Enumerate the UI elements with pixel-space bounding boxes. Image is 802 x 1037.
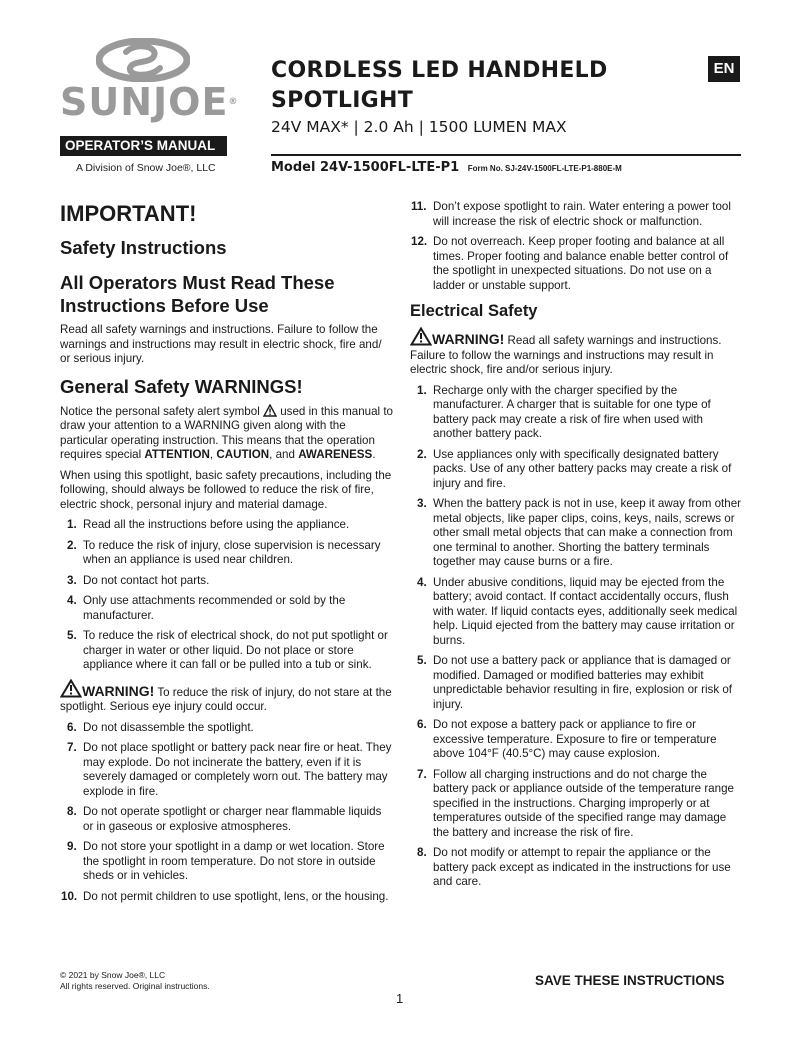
left-column	[60, 200, 393, 910]
operators-manual-label: OPERATOR’S MANUAL	[60, 136, 227, 156]
intro-paragraph: Read all safety warnings and instructions. Failure to follow the warnings and instructions may result in electric shock, fire and/ or serious injury.	[60, 323, 382, 365]
list-item-number: 1.	[67, 518, 77, 531]
warning-triangle-icon	[263, 404, 277, 417]
list-item	[410, 497, 742, 570]
alert-symbol-paragraph: Notice the personal safety alert symbol used in this manual to draw your attention to a WARNING given along with the particular operating instruction. This means that the operation requires special ATTENTION, CAUTION, and AWARENESS.	[60, 404, 394, 461]
list-item-number: 6.	[417, 718, 427, 731]
list-item	[60, 805, 393, 834]
form-number: Form No. SJ-24V-1500FL-LTE-P1-880E-M	[467, 164, 622, 173]
general-safety-heading: General Safety WARNINGS!	[60, 375, 303, 397]
list-item-text: To reduce the risk of injury, close supervision is necessary when an appliance is used near children.	[83, 538, 381, 566]
division-text: A Division of Snow Joe®, LLC	[76, 162, 216, 174]
list-item	[60, 721, 393, 736]
page-number: 1	[396, 991, 404, 1006]
list-item-text: Do not use a battery pack or appliance that is damaged or modified. Damaged or modified batteries may exhibit unpredictable behavior resulting in fire, explosion or risk of injury.	[433, 654, 733, 711]
list-item	[410, 846, 742, 890]
list-item-text: Under abusive conditions, liquid may be ejected from the battery; avoid contact. If contact accidentally occurs, flush with water. If liquid contacts eyes, additionally seek medical help. Liquid ejected from the battery may cause irritation or burns.	[433, 575, 738, 647]
list-item-text: Do not place spotlight or battery pack near fire or heat. They may explode. Do not incinerate the battery, even if it is severely damaged or completely worn out. The battery may explode in fire.	[83, 741, 392, 798]
general-safety-list-continued	[60, 721, 393, 905]
list-item-number: 5.	[67, 629, 77, 642]
safety-instructions-heading: Safety Instructions	[60, 237, 227, 258]
header-divider	[271, 154, 741, 156]
list-item-number: 7.	[417, 767, 427, 781]
right-column	[410, 200, 742, 896]
language-badge: EN	[708, 56, 740, 82]
electrical-safety-list	[410, 384, 742, 890]
list-item	[410, 448, 742, 492]
list-item-number: 8.	[67, 805, 77, 818]
when-using-paragraph: When using this spotlight, basic safety precautions, including the following, should always be followed to reduce the risk of fire, electric shock, personal injury and material damage.	[60, 468, 392, 511]
list-item	[60, 741, 393, 799]
list-item-text: Do not disassemble the spotlight.	[83, 720, 254, 734]
warning-triangle-icon	[410, 327, 432, 346]
list-item-number: 2.	[417, 447, 427, 461]
list-item	[60, 574, 393, 589]
list-item-number: 3.	[417, 497, 427, 510]
list-item	[60, 594, 393, 623]
electrical-safety-heading: Electrical Safety	[410, 302, 538, 320]
list-item-text: Do not contact hot parts.	[83, 573, 210, 587]
model-line	[271, 160, 622, 175]
copyright-notice: © 2021 by Snow Joe®, LLC All rights reserved. Original instructions.	[60, 970, 210, 991]
list-item	[60, 518, 393, 533]
list-item-number: 2.	[67, 538, 77, 552]
list-item-text: Read all the instructions before using the appliance.	[83, 518, 350, 531]
general-safety-list-end	[410, 200, 742, 293]
list-item-text: Do not store your spotlight in a damp or wet location. Store the spotlight in room temperature. Do not store in outside sheds or in vehicles.	[83, 840, 385, 882]
list-item-text: Do not operate spotlight or charger near flammable liquids or in gaseous or explosive atmospheres.	[83, 805, 382, 833]
logo-wordmark: SUNJOE®	[60, 80, 239, 124]
list-item	[60, 840, 393, 884]
list-item	[410, 235, 742, 293]
list-item-number: 8.	[417, 846, 427, 859]
list-item-number: 9.	[67, 840, 77, 853]
page-title: CORDLESS LED HANDHELD SPOTLIGHT	[271, 58, 608, 113]
list-item-number: 4.	[67, 594, 77, 607]
list-item-text: Do not modify or attempt to repair the appliance or the battery pack except as indicated in the instructions for use and care.	[433, 846, 731, 888]
list-item	[410, 768, 742, 841]
list-item	[410, 718, 742, 762]
list-item	[60, 539, 393, 568]
list-item-text: Follow all charging instructions and do not charge the battery pack or appliance outside of the temperature range specified in the instructions. Charging improperly or at temperatures outside of the specified range may damage the battery and increase the risk of fire.	[433, 767, 734, 839]
list-item	[60, 890, 393, 905]
save-instructions-label: SAVE THESE INSTRUCTIONS	[535, 973, 725, 988]
list-item-number: 5.	[417, 654, 427, 667]
list-item-number: 4.	[417, 575, 427, 589]
brand-logo	[60, 38, 239, 124]
list-item-text: Do not permit children to use spotlight, lens, or the housing.	[83, 889, 389, 903]
model-number: Model 24V-1500FL-LTE-P1	[271, 160, 460, 175]
list-item-text: When the battery pack is not in use, keep it away from other metal objects, like paper clips, coins, keys, nails, screws or other small metal objects that can make a connection from one terminal to another. Shorting the battery terminals together may cause burns or a fire.	[433, 497, 742, 568]
list-item	[60, 629, 393, 673]
list-item	[410, 384, 742, 442]
list-item	[410, 200, 742, 229]
list-item-text: Do not expose a battery pack or appliance to fire or excessive temperature. Exposure to fire or temperature above 104°F (40.5°C) may cause explosion.	[433, 718, 717, 760]
sunjoe-swirl-icon	[96, 38, 190, 82]
list-item-text: Do not overreach. Keep proper footing and balance at all times. Proper footing and balance enable better control of the spotlight in unexpected situations. Do not use on a ladder or unstable support.	[433, 235, 729, 292]
general-safety-list	[60, 518, 393, 673]
list-item-text: Don’t expose spotlight to rain. Water entering a power tool will increase the risk of electric shock or malfunction.	[433, 200, 731, 228]
list-item	[410, 576, 742, 649]
important-heading: IMPORTANT!	[60, 201, 197, 226]
list-item-number: 1.	[417, 383, 427, 397]
list-item	[410, 654, 742, 712]
list-item-text: To reduce the risk of electrical shock, do not put spotlight or charger in water or other liquid. Do not place or store appliance where it can fall or be pulled into a tub or sink.	[83, 629, 388, 671]
list-item-number: 7.	[67, 741, 77, 754]
all-operators-heading: All Operators Must Read These Instructions Before Use	[60, 272, 335, 316]
list-item-text: Only use attachments recommended or sold by the manufacturer.	[83, 594, 346, 622]
warning-triangle-icon	[60, 679, 82, 698]
product-specs: 24V MAX* | 2.0 Ah | 1500 LUMEN MAX	[271, 118, 567, 136]
stare-warning: WARNING! To reduce the risk of injury, do not stare at the spotlight. Serious eye injury could occur.	[60, 679, 393, 715]
list-item-number: 6.	[67, 720, 77, 734]
electrical-warning: WARNING! Read all safety warnings and instructions. Failure to follow the warnings and instructions may result in electric shock, fire and/or serious injury.	[410, 327, 742, 378]
list-item-number: 11.	[411, 200, 427, 213]
list-item-number: 12.	[411, 235, 428, 248]
list-item-text: Recharge only with the charger specified by the manufacturer. A charger that is suitable for one type of battery pack may create a risk of fire when used with another battery pack.	[433, 383, 711, 440]
list-item-text: Use appliances only with specifically designated battery packs. Use of any other battery packs may create a risk of injury and fire.	[433, 447, 732, 490]
list-item-number: 3.	[67, 573, 77, 587]
list-item-number: 10.	[61, 889, 78, 903]
